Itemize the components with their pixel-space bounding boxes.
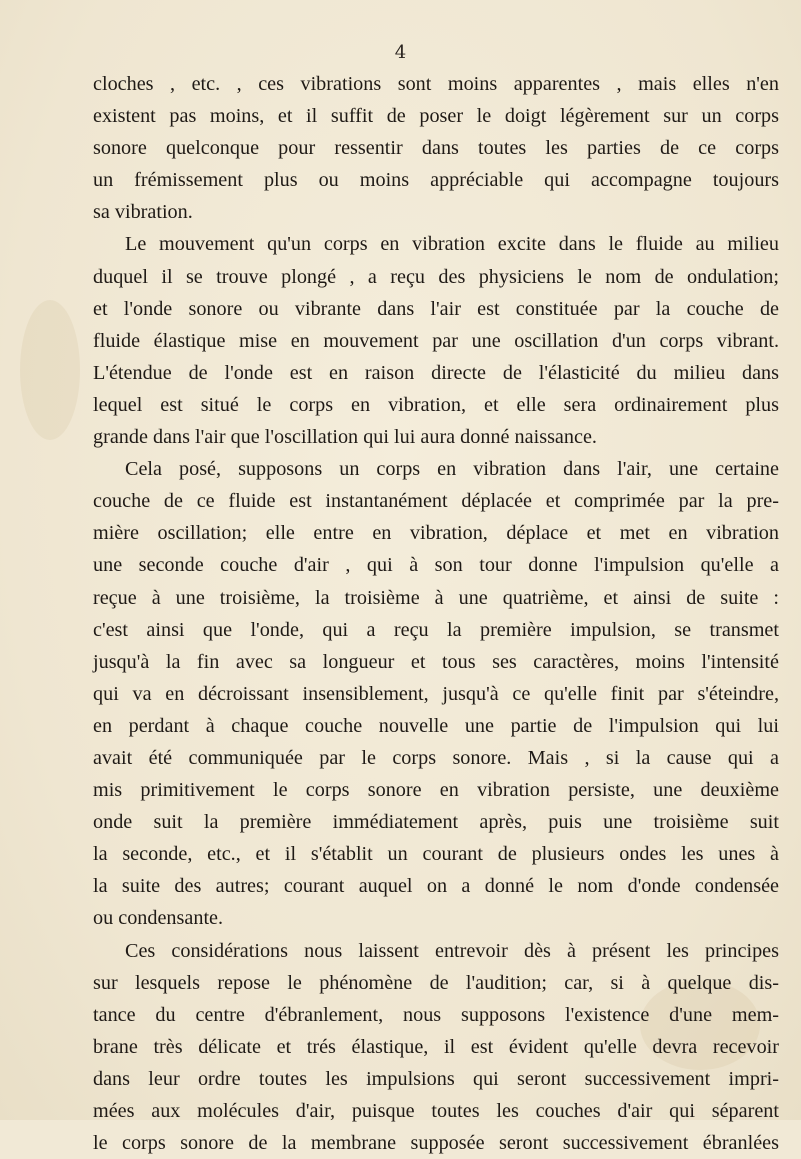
text-line: la suite des autres; courant auquel on a donné le nom d'onde condensée (93, 875, 779, 898)
text-line: avait été communiquée par le corps sonore. Mais , si la cause qui a (93, 746, 779, 769)
text-line: le corps sonore de la membrane supposée seront successivement ébranlées (93, 1132, 779, 1155)
text-line: ou condensante. (93, 907, 224, 930)
text-line: fluide élastique mise en mouvement par une oscillation d'un corps vibrant. (93, 329, 779, 352)
text-line: lequel est situé le corps en vibration, et elle sera ordinairement plus (93, 393, 779, 416)
text-line: sonore quelconque pour ressentir dans toutes les parties de ce corps (93, 137, 779, 160)
text-line: tance du centre d'ébranlement, nous supposons l'existence d'une mem- (93, 1003, 779, 1026)
text-line: en perdant à chaque couche nouvelle une partie de l'impulsion qui lui (93, 714, 779, 737)
text-line: grande dans l'air que l'oscillation qui lui aura donné naissance. (93, 426, 597, 449)
text-line: L'étendue de l'onde est en raison directe de l'élasticité du milieu dans (93, 361, 779, 384)
text-line: et l'onde sonore ou vibrante dans l'air est constituée par la couche de (93, 297, 779, 320)
text-line: Ces considérations nous laissent entrevoir dès à présent les principes (125, 939, 779, 962)
text-line: existent pas moins, et il suffit de poser le doigt légèrement sur un corps (93, 105, 779, 128)
text-line: un frémissement plus ou moins appréciable qui accompagne toujours (93, 169, 779, 192)
text-line: sur lesquels repose le phénomène de l'audition; car, si à quelque dis- (93, 971, 779, 994)
text-line: une seconde couche d'air , qui à son tour donne l'impulsion qu'elle a (93, 554, 779, 577)
text-line: Cela posé, supposons un corps en vibration dans l'air, une certaine (125, 458, 779, 481)
body-text (93, 68, 779, 1159)
text-line: sa vibration. (93, 201, 193, 224)
page-number: 4 (394, 42, 407, 63)
paper-stain (20, 300, 80, 440)
text-line: couche de ce fluide est instantanément déplacée et comprimée par la pre- (93, 490, 779, 513)
text-line: qui va en décroissant insensiblement, jusqu'à ce qu'elle finit par s'éteindre, (93, 682, 779, 705)
text-line: la seconde, etc., et il s'établit un courant de plusieurs ondes les unes à (93, 843, 779, 866)
text-line: dans leur ordre toutes les impulsions qui seront successivement impri- (93, 1067, 779, 1090)
text-line: mées aux molécules d'air, puisque toutes les couches d'air qui séparent (93, 1100, 779, 1122)
text-line: c'est ainsi que l'onde, qui a reçu la première impulsion, se transmet (93, 618, 779, 641)
text-line: duquel il se trouve plongé , a reçu des physiciens le nom de ondulation; (93, 265, 779, 288)
text-line: onde suit la première immédiatement après, puis une troisième suit (93, 811, 779, 834)
text-line: Le mouvement qu'un corps en vibration excite dans le fluide au milieu (125, 233, 779, 256)
text-line: jusqu'à la fin avec sa longueur et tous ses caractères, moins l'intensité (93, 650, 779, 673)
text-line: mière oscillation; elle entre en vibration, déplace et met en vibration (93, 522, 779, 545)
text-line: cloches , etc. , ces vibrations sont moins apparentes , mais elles n'en (93, 73, 779, 95)
text-line: reçue à une troisième, la troisième à une quatrième, et ainsi de suite : (93, 586, 779, 609)
text-line: mis primitivement le corps sonore en vibration persiste, une deuxième (93, 779, 779, 802)
text-line: brane très délicate et trés élastique, il est évident qu'elle devra recevoir (93, 1035, 779, 1058)
